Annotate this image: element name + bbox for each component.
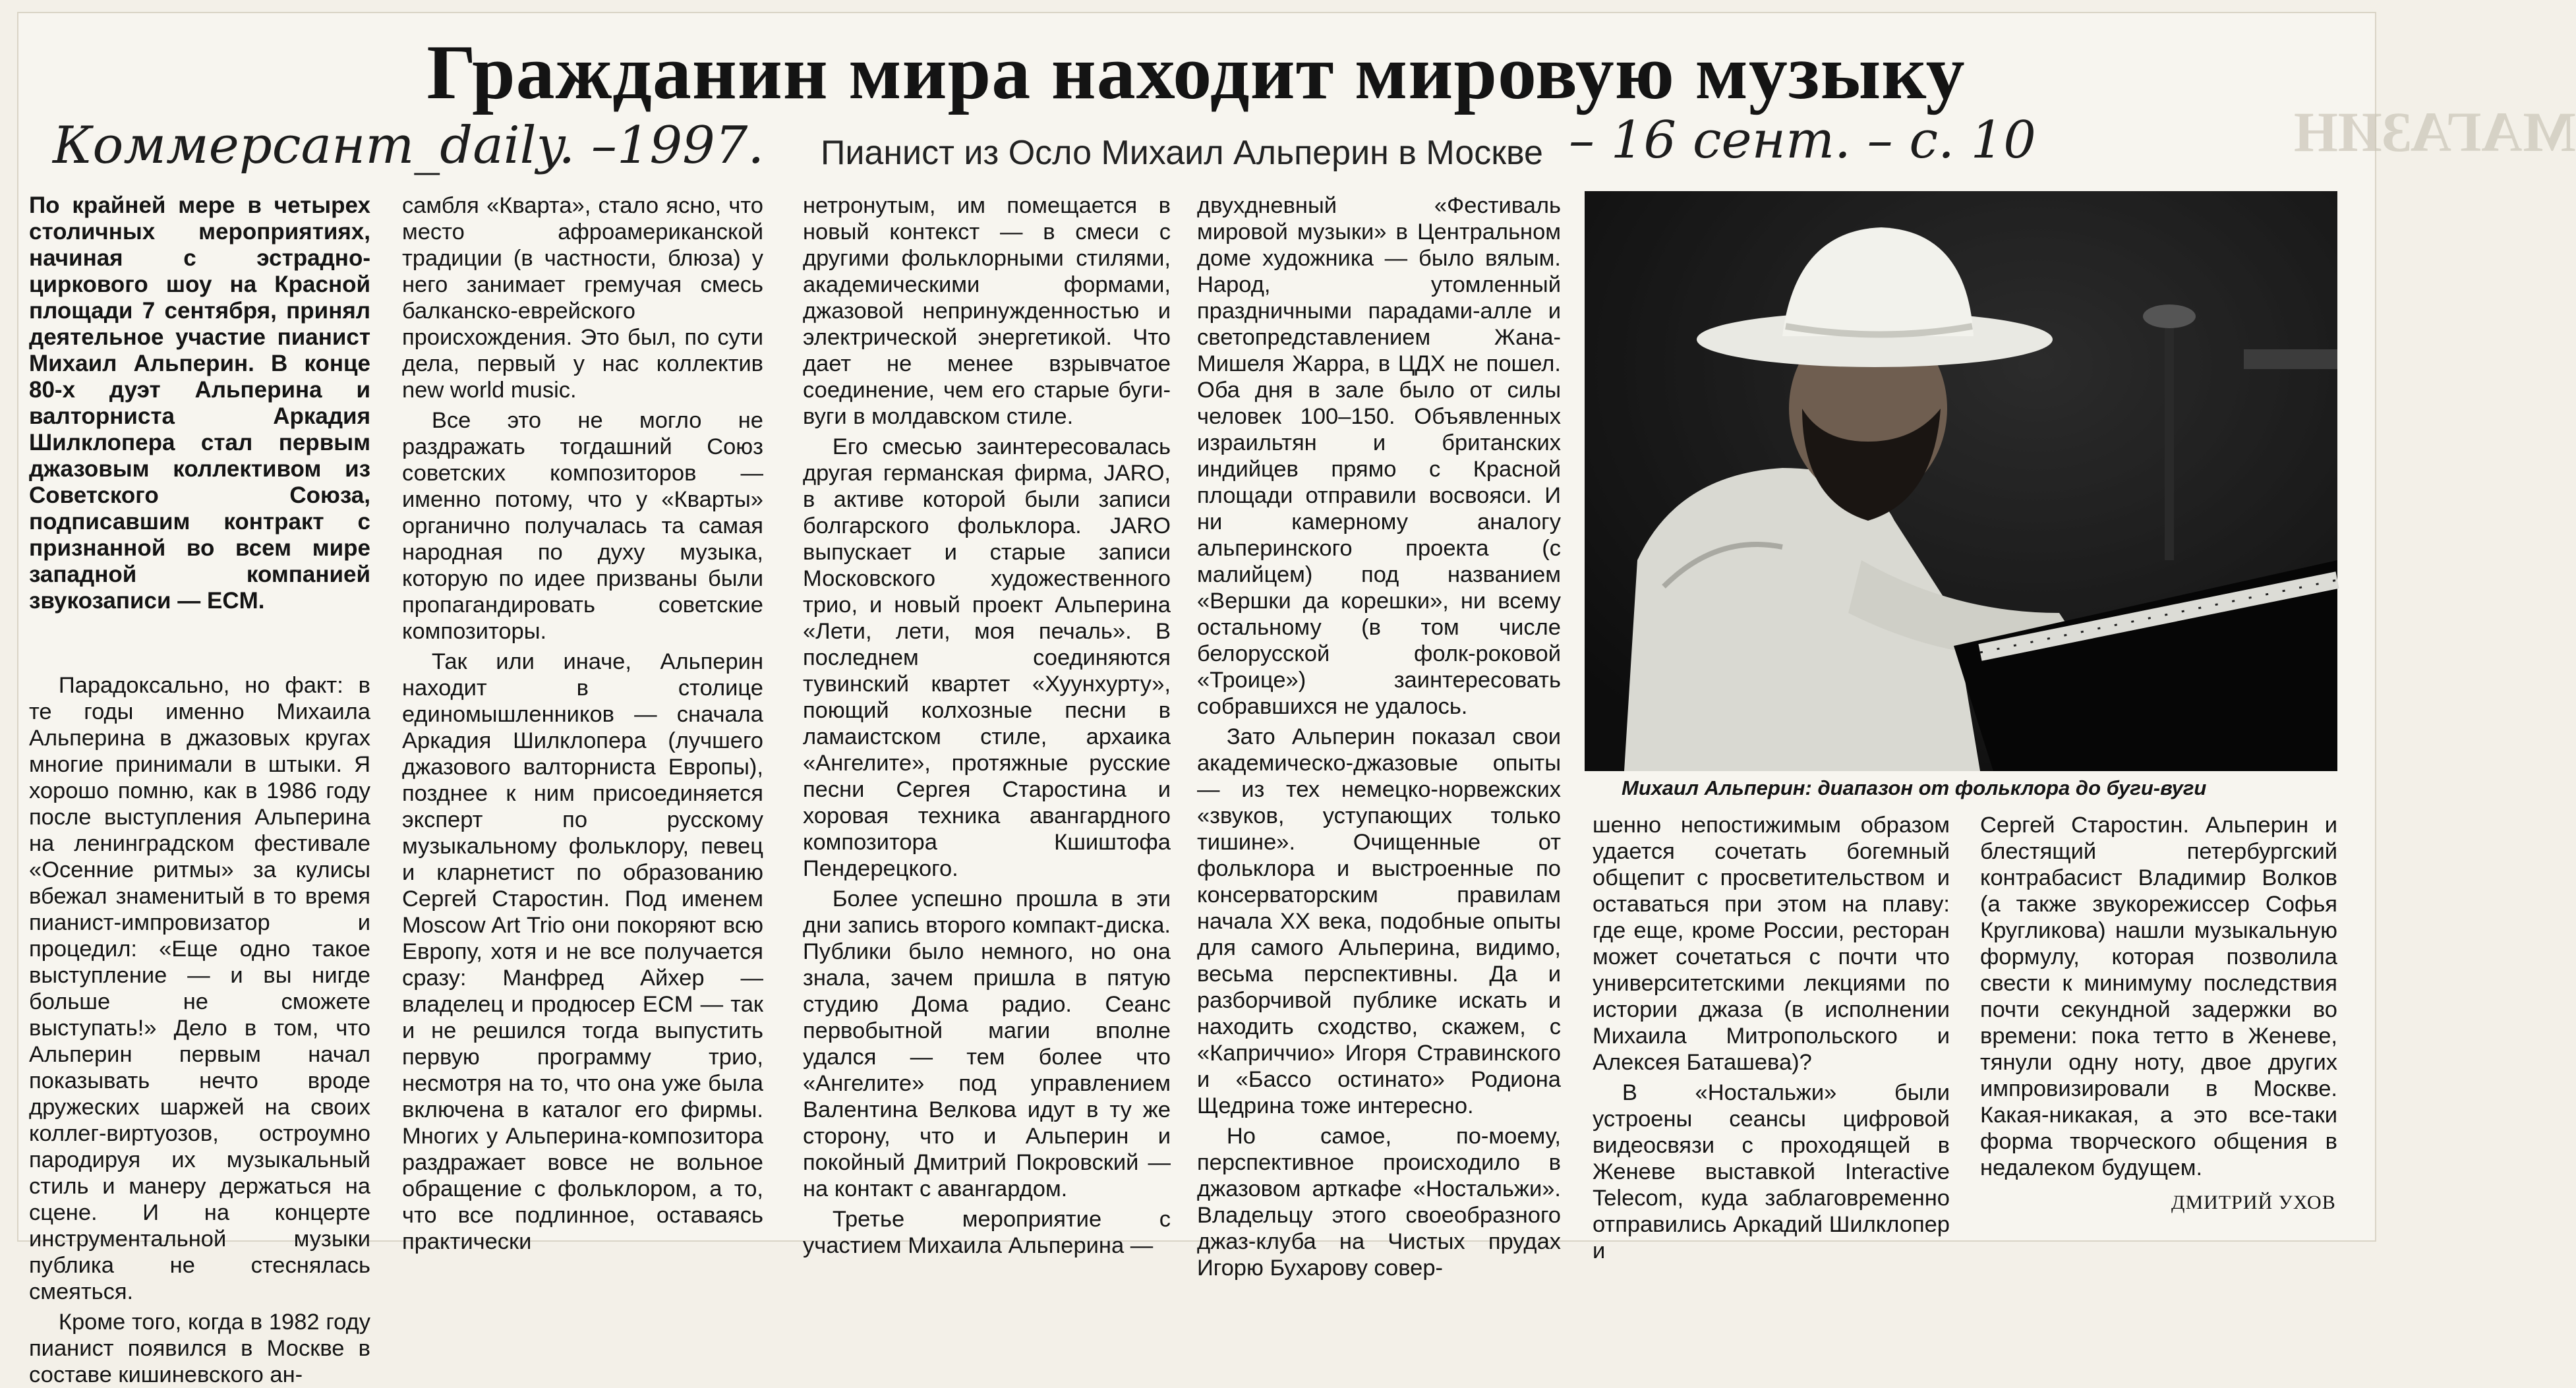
- article-paragraph: самбля «Кварта», стало ясно, что место афроамериканской традиции (в частности, блюза) у него занимает гремучая смесь балканско-еврейского происхождения. Это был, по сути дела, первый у нас коллектив new world music.: [402, 193, 763, 403]
- article-lead: По крайней мере в четырех столичных мероприятиях, начиная с эстрадно-циркового шоу на Красной площади 7 сентября, принял деятельное участие пианист Михаил Альперин. В конце 80-х дуэт Альперина и валторниста Аркадия Шилклопера стал первым джазовым коллективом из Советского Союза, подписавшим контракт с признанной во всем мире западной компанией звукозаписи — ECM.: [29, 192, 370, 614]
- article-column-2: [402, 192, 763, 1255]
- headline: Гражданин мира находит мировую музыку: [426, 29, 1966, 115]
- photo-mikhail-alperin: [1585, 191, 2337, 771]
- photo-caption: Михаил Альперин: диапазон от фольклора до буги-вуги: [1622, 776, 2207, 799]
- article-paragraph: нетронутым, им помещается в новый контекст — в смеси с другими фольклорными стилями, академическими формами, джазовой непринужденностью и электрической энергетикой. Что дает не менее взрывчатое соединение, чем его старые буги-вуги в молдавском стиле.: [803, 193, 1171, 429]
- article-paragraph: Более успешно прошла в эти дни запись второго компакт-диска. Публики было немного, но она знала, зачем пришла в пятую студию Дома радио. Сеанс первобытной магии вполне удался — тем более что «Ангелите» под управлением Валентина Велкова идут в ту же сторону, что и Альперин и покойный Дмитрий Покровский — на контакт с авангардом.: [803, 886, 1171, 1201]
- subtitle: Пианист из Осло Михаил Альперин в Москве: [821, 134, 1543, 172]
- article-paragraph: Парадоксально, но факт: в те годы именно Михаила Альперина в джазовых кругах многие принимали в штыки. Я хорошо помню, как в 1986 году после выступления Альперина на ленинградском фестивале «Осенние ритмы» за кулисы вбежал знаменитый в то время пианист-импровизатор и процедил: «Еще одно такое выступление — и вы нигде больше не сможете выступать!» Дело в том, что Альперин первым начал показывать нечто вроде дружеских шаржей на своих коллег-виртуозов, остроумно пародируя их музыкальный стиль и манеру держаться на сцене. И на концерте инструментальной музыки публика не стеснялась смеяться.: [29, 673, 370, 1304]
- article-column-3: [803, 192, 1171, 1259]
- article-paragraph: Так или иначе, Альперин находит в столице единомышленников — сначала Аркадия Шилклопера (лучшего джазового валторниста Европы), позднее к ним присоединяется эксперт по русскому музыкальному фольклору, певец и кларнетист по образованию Сергей Старостин. Под именем Moscow Art Trio они покоряют всю Европу, хотя и не все получается сразу: Манфред Айхер — владелец и продюсер ECM — так и не решился тогда выпустить первую программу трио, несмотря на то, что она уже была включена в каталог его фирмы. Многих у Альперина-композитора раздражает вовсе не вольное обращение с фольклором, а то, что все подлинное, оставаясь практически: [402, 649, 763, 1254]
- article-column-1: [29, 192, 370, 1388]
- handwritten-date-note: – 16 сент. – с. 10: [1569, 111, 2036, 170]
- article-paragraph: шенно непостижимым образом удается сочетать богемный общепит с просветительством и оставаться при этом на плаву: где еще, кроме России, ресторан может сочетаться с почти что университетскими лекциями по истории джаза (в исполнении Михаила Митропольского и Алексея Баташева)?: [1593, 813, 1950, 1075]
- article-paragraph: Все это не могло не раздражать тогдашний Союз советских композиторов — именно потому, что у «Кварты» органично получалась та самая народная по духу музыка, которую по идее призваны были пропагандировать советские композиторы.: [402, 408, 763, 644]
- author-signature: ДМИТРИЙ УХОВ: [2171, 1192, 2336, 1213]
- article-column-6: [1980, 812, 2337, 1181]
- article-paragraph: Сергей Старостин. Альперин и блестящий петербургский контрабасист Владимир Волков (а также звукорежиссер Софья Кругликова) нашли музыкальную формулу, которая позволила свести к минимуму последствия почти секундной задержки во времени: пока тетто в Женеве, тянули одну ноту, двое других импровизировали в Москве. Какая-никакая, а это все-таки форма творческого общения в недалеком будущем.: [1980, 813, 2337, 1180]
- article-paragraph: В «Ностальжи» были устроены сеансы цифровой видеосвязи с проходящей в Женеве выставкой Interactive Telecom, куда заблаговременно отправились Аркадий Шилклопер и: [1593, 1080, 1950, 1263]
- pianist-photo-illustration: [1585, 191, 2337, 771]
- handwritten-source-note: Коммерсант_daily. –1997.: [53, 116, 765, 175]
- article-column-4: [1197, 192, 1561, 1281]
- bleed-through-text: МАГАЗИН: [2294, 100, 2576, 163]
- article-paragraph: двухдневный «Фестиваль мировой музыки» в Центральном доме художника — было вялым. Народ, утомленный праздничными парадами-алле и светопредставлением Жана-Мишеля Жарра, в ЦДХ не пошел. Оба дня в зале было от силы человек 100–150. Объявленных израильтян и британских индийцев прямо с Красной площади отправили восвояси. И ни камерному аналогу альперинского проекта (с малийцем) под названием «Вершки да корешки», ни всему остальному (в том числе белорусской фолк-роковой «Троице») заинтересовать собравшихся не удалось.: [1197, 193, 1561, 719]
- article-paragraph: Но самое, по-моему, перспективное происходило в джазовом арткафе «Ностальжи». Владельцу этого своеобразного джаз-клуба на Чистых прудах Игорю Бухарову совер-: [1197, 1124, 1561, 1281]
- article-paragraph: Его смесью заинтересовалась другая германская фирма, JARO, в активе которой были записи болгарского фольклора. JARO выпускает и старые записи Московского художественного трио, и новый проект Альперина «Лети, лети, моя печаль». В последнем соединяются тувинский квартет «Хуунхурту», поющий колхозные песни в ламаистском стиле, архаика «Ангелите», протяжные русские песни Сергея Старостина и хоровая техника авангардного композитора Кшиштофа Пендерецкого.: [803, 434, 1171, 881]
- article-paragraph: Кроме того, когда в 1982 году пианист появился в Москве в составе кишиневского ан-: [29, 1310, 370, 1387]
- article-column-5: [1593, 812, 1950, 1264]
- article-paragraph: Третье мероприятие с участием Михаила Альперина —: [803, 1207, 1171, 1258]
- article-paragraph: Зато Альперин показал свои академическо-джазовые опыты — из тех немецко-норвежских «звуков, уступающих только тишине». Очищенные от фольклора и выстроенные по консерваторским правилам начала XX века, подобные опыты для самого Альперина, видимо, весьма перспективны. Да и разборчивой публике искать и находить сходство, скажем, с «Каприччио» Игоря Стравинского и «Бассо остинато» Родиона Щедрина тоже интересно.: [1197, 724, 1561, 1118]
